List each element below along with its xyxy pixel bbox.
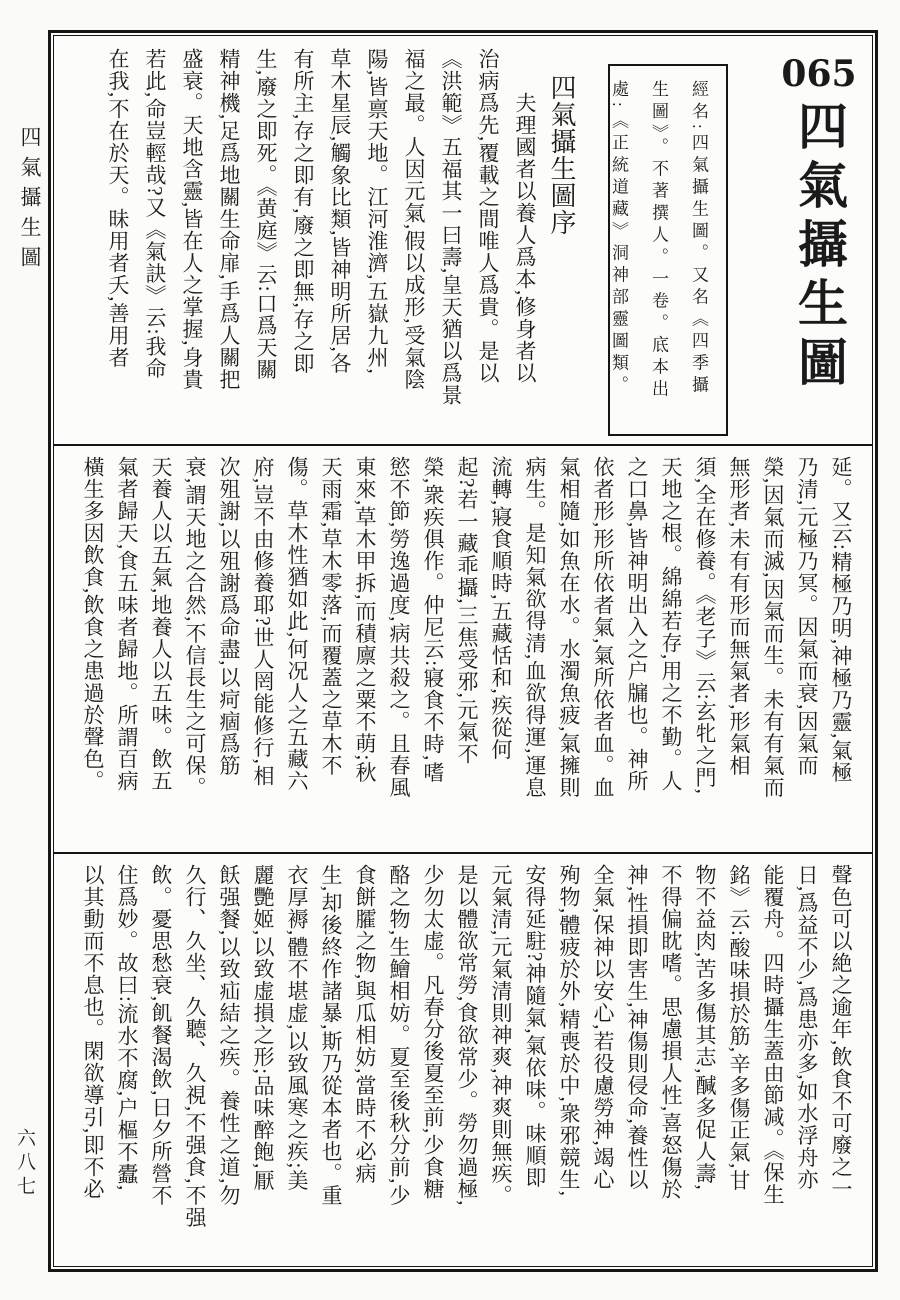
- text-column: 酪之物,生鱠相妨。夏至後秋分前,少: [387, 864, 411, 1207]
- text-column: 生,却後終作諸暴,斯乃從本者也。重: [319, 864, 343, 1207]
- body-text-bottom: [68, 864, 858, 1254]
- text-column: 須,全在修養。《老子》云:玄牝之門,: [693, 456, 717, 795]
- text-column: 依者形,形所依者氣,氣所依者血。血: [591, 456, 615, 799]
- text-column: 能覆舟。四時攝生蓋由節减。《保生: [761, 864, 785, 1206]
- text-column: 病生。是知氣欲得清,血欲得運,運息: [523, 456, 547, 799]
- note-line: 生圖》。不著撰人。一卷。底本出: [649, 80, 668, 402]
- text-column: 食餅臛之物,與瓜相妨,當時不必病: [353, 864, 377, 1185]
- text-column: 慾不節,勞逸過度,病共殺之。且春風: [387, 456, 411, 799]
- text-column: 神,性損即害生,神傷則侵命,養性以: [625, 864, 649, 1191]
- text-column: 流轉,寢食順時,五藏恬和,疾從何: [489, 456, 513, 761]
- section-bottom: [54, 852, 872, 1260]
- text-column: 在我,不在於天。昧用者夭,善用者: [106, 48, 130, 369]
- page-frame-inner: [53, 35, 873, 1267]
- text-column: 是以體欲常勞,食欲常少。勞勿過極,: [455, 864, 479, 1207]
- text-column: 傷。草木性猶如此,何况人之五藏六: [285, 456, 309, 793]
- text-column: 住爲妙。故曰:流水不腐,户樞不蠹,: [115, 864, 139, 1192]
- text-column: 銘》云:酸味損於筋,辛多傷正氣,甘: [727, 864, 751, 1192]
- text-column: 天養人以五氣,地養人以五味。飲五: [149, 456, 173, 793]
- text-column: 不得偏眈嗜。思慮損人性,喜怒傷於: [659, 864, 683, 1201]
- text-column: 精神機,足爲地關生命扉,手爲人關把: [217, 48, 241, 391]
- text-column: 生,廢之即死。《黄庭》云:口爲天關: [254, 48, 278, 381]
- text-column: 全氣,保神以安心,若役慮勞神,竭心: [591, 864, 615, 1191]
- folio-number: 六八七: [14, 1128, 35, 1200]
- text-column: 以其動而不息也。閑欲導引,即不必: [81, 864, 105, 1201]
- text-column: 物不益肉,苦多傷其志,醎多促人壽,: [693, 864, 717, 1191]
- text-column: 若此,命豈輕哉?又《氣訣》云:我命: [143, 48, 167, 380]
- text-column: 天地之根。綿綿若存,用之不勤。人: [659, 456, 683, 793]
- text-column: 榮,衆疾俱作。仲尼云:寢食不時,嗜: [421, 456, 445, 784]
- text-column: 福之最。人因元氣,假以成形,受氣陰: [402, 48, 426, 391]
- text-column: 安得延駐?神隨氣,氣依味。味順即: [523, 864, 547, 1189]
- text-column: 起?若一藏乖攝,三焦受邪,元氣不: [455, 456, 479, 765]
- text-column: 延。又云:精極乃明,神極乃靈,氣極: [829, 456, 853, 784]
- section-header: [54, 36, 872, 444]
- serial-number: 065: [781, 53, 857, 95]
- text-column: 殉物,體疲於外,精喪於中,衆邪競生,: [557, 864, 581, 1197]
- work-title: 四氣攝生圖: [791, 100, 847, 395]
- text-column: 夫理國者以養人爲本,修身者以: [513, 92, 537, 385]
- text-column: 次殂謝,以殂謝爲命盡,以疴痼爲筋: [217, 456, 241, 777]
- text-column: 聲色可以絶之逾年,飲食不可廢之一: [829, 864, 853, 1201]
- preface-text: [84, 48, 580, 438]
- text-column: 之口鼻,皆神明出入之户牖也。神所: [625, 456, 649, 793]
- text-column: 橫生多因飲食,飲食之患過於聲色。: [81, 456, 105, 793]
- text-column: 天雨霜,草木零落,而覆蓋之草木不: [319, 456, 343, 777]
- text-column: 東來,草木甲拆,而積廪之粟不萌;秋: [353, 456, 377, 784]
- text-column: 衣厚褥,體不堪虚,以致風寒之疾;美: [285, 864, 309, 1192]
- body-text-middle: [68, 456, 858, 846]
- work-title-block: [776, 53, 862, 395]
- text-column: 治病爲先,覆載之間唯人爲貴。是以: [476, 48, 500, 385]
- text-column: 盛衰。天地含靈,皆在人之掌握,身貴: [180, 48, 204, 391]
- text-column: 日,爲益不少,爲患亦多,如水浮舟亦: [795, 864, 819, 1191]
- text-column: 有所主,存之即有,廢之即無,存之即: [291, 48, 315, 375]
- text-column: 陽,皆禀天地。江河淮濟,五嶽九州,: [365, 48, 389, 375]
- bibliographic-note-box: [608, 64, 728, 436]
- text-column: 府,豈不由修養耶?世人罔能修行,相: [251, 456, 275, 787]
- text-column: 衰,謂天地之合然,不信長生之可保。: [183, 456, 207, 799]
- bibliographic-note: [609, 80, 718, 424]
- text-column: 乃清,元極乃冥。因氣而衰,因氣而: [795, 456, 819, 777]
- text-column: 草木星辰,觸象比類,皆神明所居,各: [328, 48, 352, 375]
- note-line: 處:《正統道藏》洞神部靈圖類。: [609, 80, 628, 398]
- section-middle: [54, 444, 872, 852]
- text-column: 飲。憂思愁衰,飢餐渴飲,日夕所營不: [149, 864, 173, 1207]
- text-column: 少勿太虚。凡春分後夏至前,少食糖: [421, 864, 445, 1201]
- text-column: 元氣清,元氣清則神爽,神爽則無疾。: [489, 864, 513, 1207]
- text-column: 氣相隨,如魚在水。水濁魚疲,氣擁則: [557, 456, 581, 799]
- text-column: 氣者歸天,食五味者歸地。所謂百病: [115, 456, 139, 793]
- text-column: 飫强餐,以致疝結之疾。養性之道,勿: [217, 864, 241, 1207]
- note-line: 經名:四氣攝生圖。又名《四季攝: [689, 80, 708, 398]
- page-frame: [48, 30, 878, 1272]
- preface-heading: 四氣攝生圖序: [547, 74, 576, 236]
- text-column: 《洪範》五福其一曰壽,皇天猶以爲景: [439, 48, 463, 407]
- text-column: 無形者,未有有形而無氣者,形氣相: [727, 456, 751, 777]
- margin-title: 四氣攝生圖: [18, 126, 42, 276]
- text-column: 久行、久坐、久聽、久視,不强食,不强: [183, 864, 207, 1229]
- text-column: 榮,因氣而滅,因氣而生。未有有氣而: [761, 456, 785, 799]
- text-column: 麗艷姬,以致虚損之形;品味醉飽,厭: [251, 864, 275, 1192]
